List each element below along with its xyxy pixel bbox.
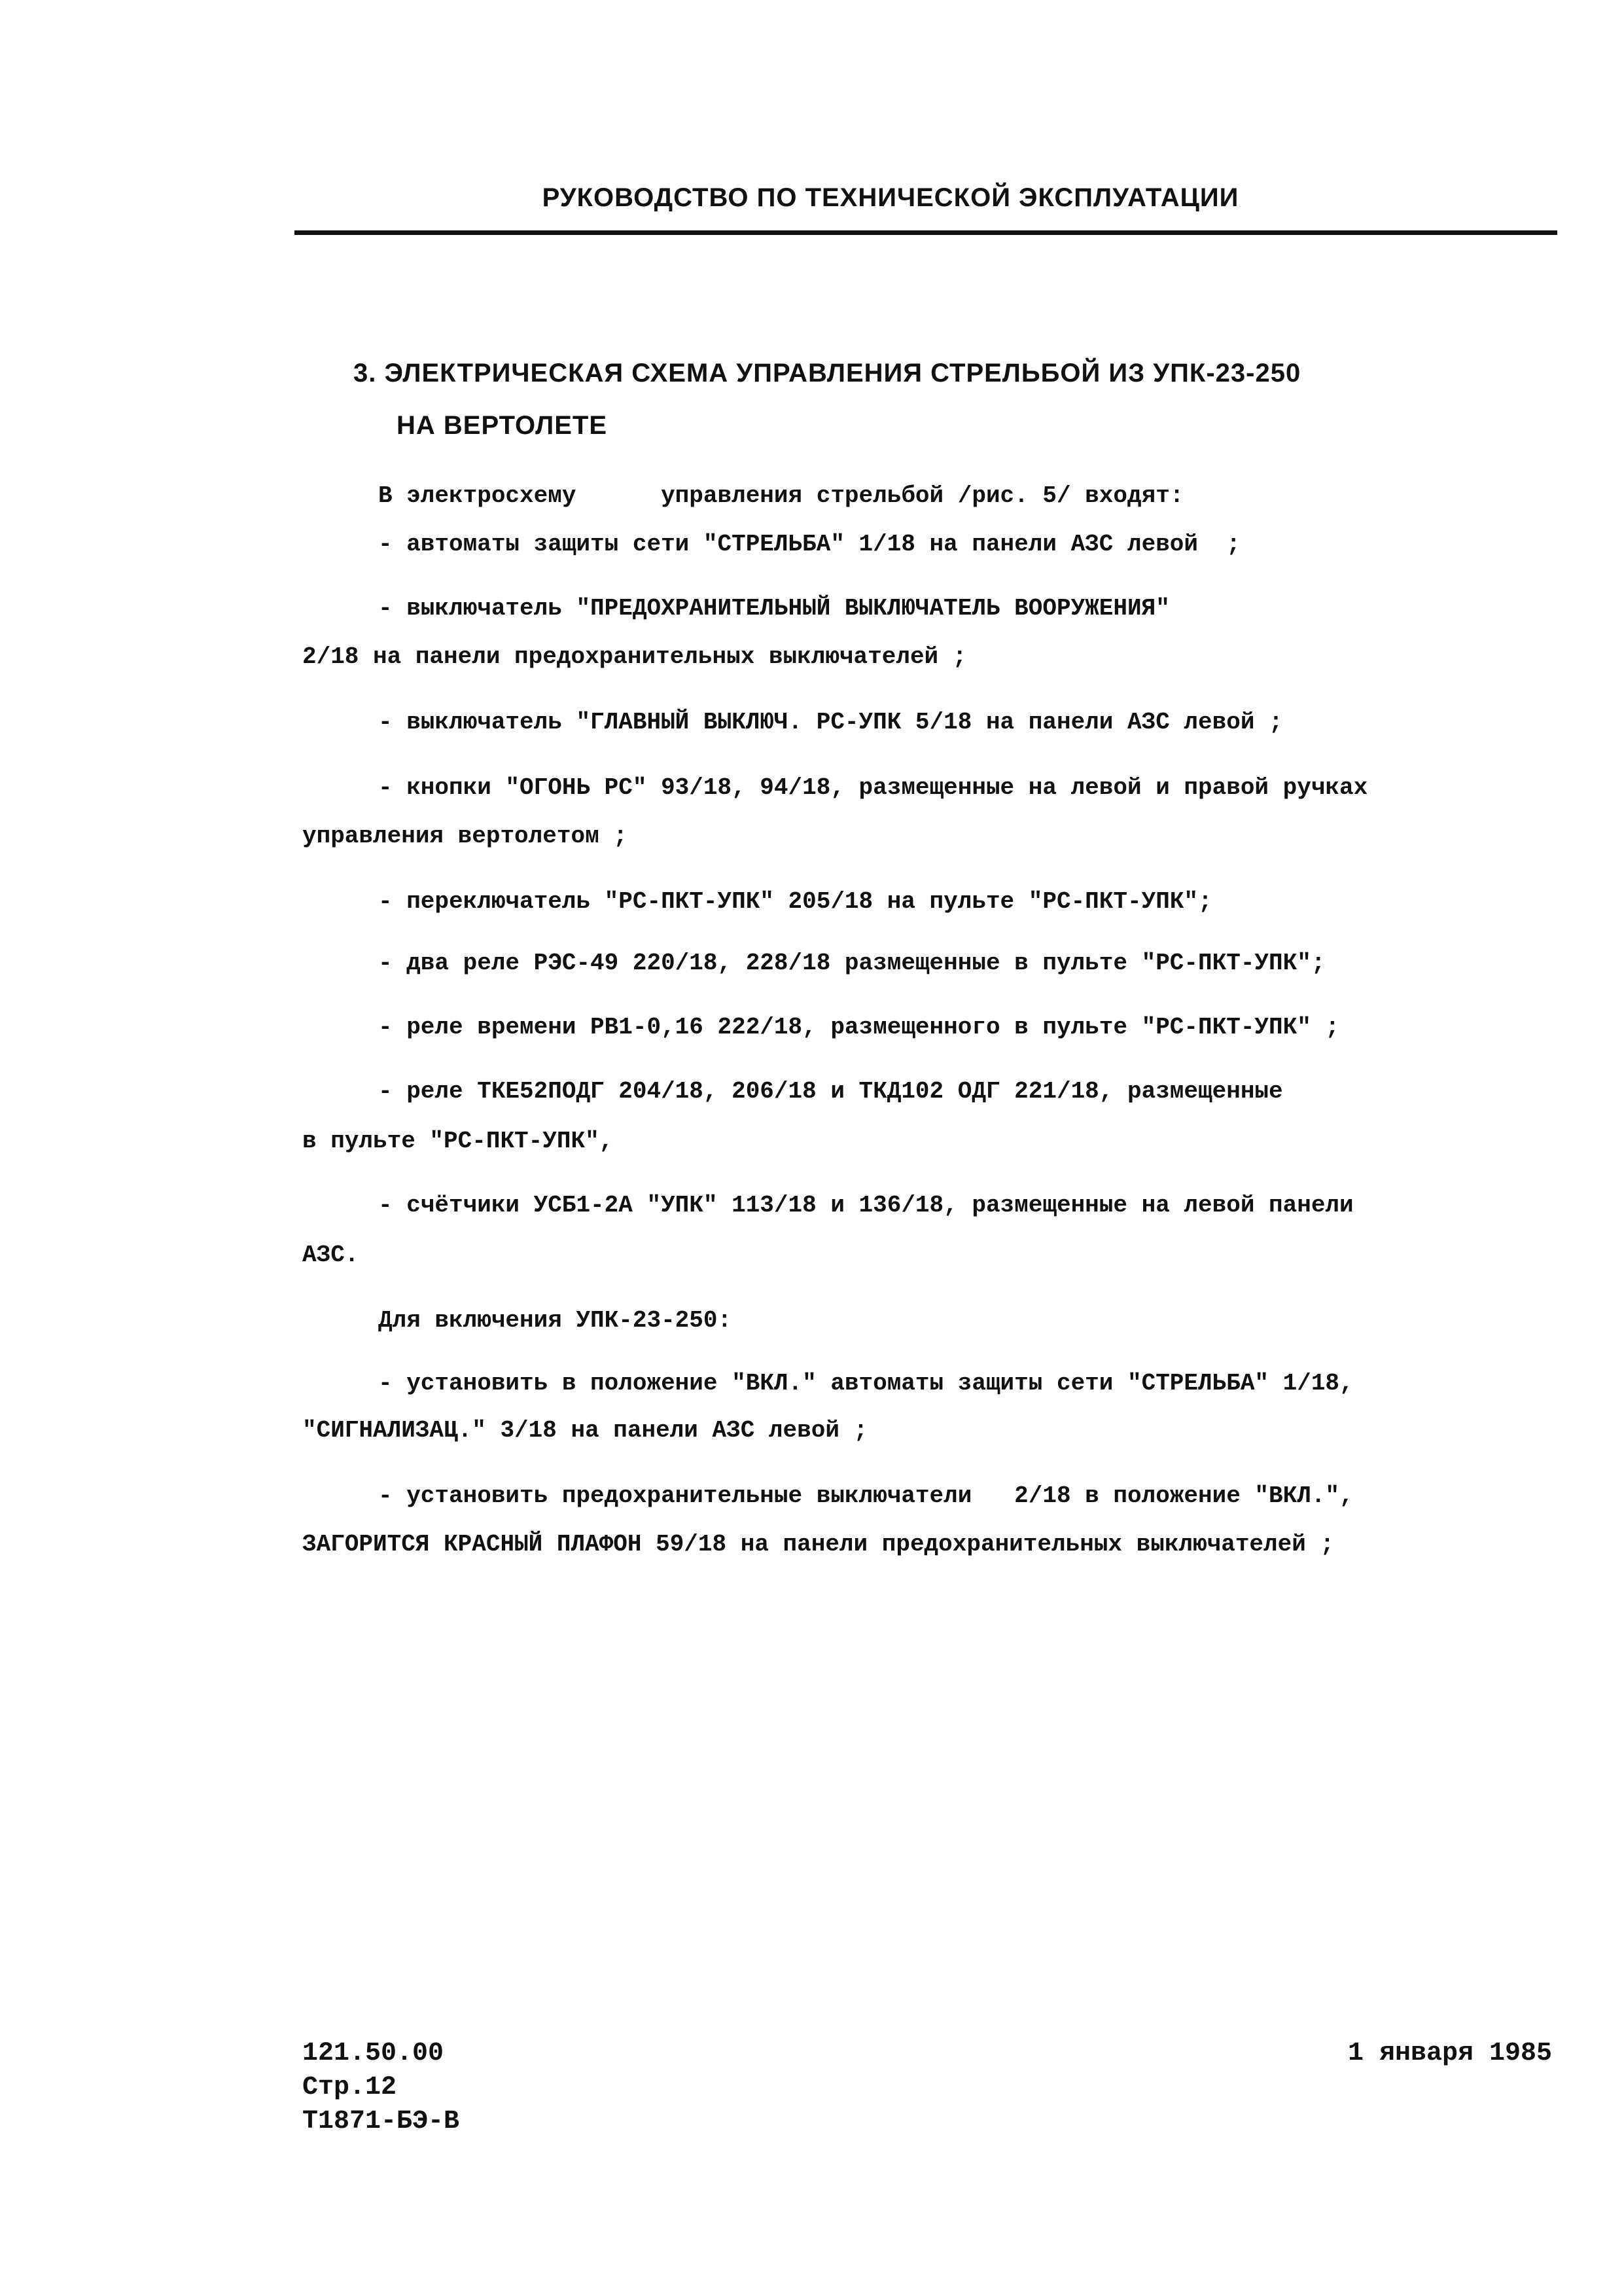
footer-left — [302, 2037, 459, 2139]
list-item: - выключатель "ГЛАВНЫЙ ВЫКЛЮЧ. РС-УПК 5/18 на панели АЗС левой ; — [378, 709, 1283, 736]
list-item-continuation: 2/18 на панели предохранительных выключателей ; — [302, 643, 967, 670]
step-item-continuation: ЗАГОРИТСЯ КРАСНЫЙ ПЛАФОН 59/18 на панели предохранительных выключателей ; — [302, 1531, 1335, 1558]
footer-date: 1 января 1985 — [1348, 2039, 1553, 2068]
enable-heading: Для включения УПК-23-250: — [378, 1307, 732, 1334]
list-item: - счётчики УСБ1-2А "УПК" 113/18 и 136/18, размещенные на левой панели — [378, 1192, 1354, 1219]
intro-paragraph: В электросхему управления стрельбой /рис. 5/ входят: — [378, 482, 1184, 509]
list-item-continuation: управления вертолетом ; — [302, 823, 627, 850]
step-item: - установить предохранительные выключатели 2/18 в положение "ВКЛ.", — [378, 1482, 1354, 1509]
list-item: - два реле РЭС-49 220/18, 228/18 размещенные в пульте "РС-ПКТ-УПК"; — [378, 950, 1326, 977]
doc-code: Т1871-БЭ-В — [302, 2107, 460, 2136]
list-item: - реле времени РВ1-0,16 222/18, размещенного в пульте "РС-ПКТ-УПК" ; — [378, 1014, 1340, 1041]
section-title-line2: НА ВЕРТОЛЕТЕ — [397, 411, 608, 440]
section-title — [353, 347, 1301, 452]
doc-number: 121.50.00 — [302, 2039, 444, 2068]
list-item: - переключатель "РС-ПКТ-УПК" 205/18 на пульте "РС-ПКТ-УПК"; — [378, 888, 1212, 915]
list-item: - выключатель "ПРЕДОХРАНИТЕЛЬНЫЙ ВЫКЛЮЧАТЕЛЬ ВООРУЖЕНИЯ" — [378, 595, 1170, 622]
list-item-continuation: в пульте "РС-ПКТ-УПК", — [302, 1128, 614, 1155]
list-item: - реле ТКЕ52ПОДГ 204/18, 206/18 и ТКД102 ОДГ 221/18, размещенные — [378, 1078, 1283, 1105]
page-header-title: РУКОВОДСТВО ПО ТЕХНИЧЕСКОЙ ЭКСПЛУАТАЦИИ — [542, 183, 1239, 212]
list-item: - автоматы защиты сети "СТРЕЛЬБА" 1/18 на панели АЗС левой ; — [378, 531, 1241, 558]
page-number: Стр.12 — [302, 2073, 397, 2102]
list-item-continuation: АЗС. — [302, 1242, 359, 1268]
list-item: - кнопки "ОГОНЬ РС" 93/18, 94/18, размещенные на левой и правой ручках — [378, 774, 1368, 801]
section-title-line1: 3. ЭЛЕКТРИЧЕСКАЯ СХЕМА УПРАВЛЕНИЯ СТРЕЛЬБОЙ ИЗ УПК-23-250 — [353, 359, 1301, 387]
step-item-continuation: "СИГНАЛИЗАЦ." 3/18 на панели АЗС левой ; — [302, 1417, 868, 1444]
step-item: - установить в положение "ВКЛ." автоматы защиты сети "СТРЕЛЬБА" 1/18, — [378, 1370, 1354, 1397]
header-rule — [294, 230, 1557, 235]
